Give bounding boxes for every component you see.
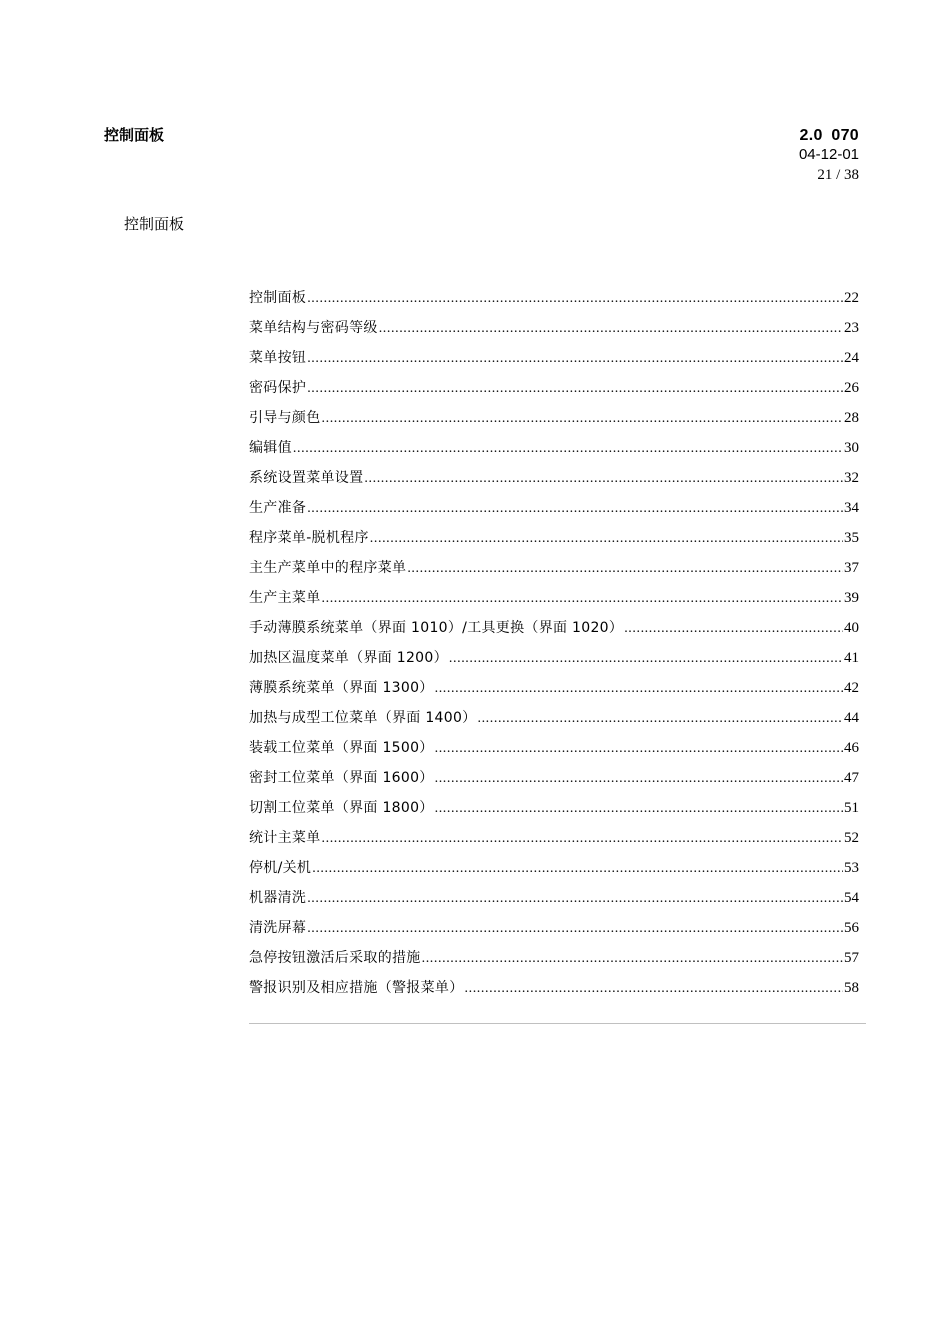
toc-dot-leader	[435, 769, 843, 789]
section-title: 控制面板	[124, 215, 185, 233]
toc-entry-label: 菜单结构与密码等级	[249, 320, 378, 336]
toc-entry[interactable]	[249, 708, 859, 738]
toc-dot-leader	[407, 559, 843, 579]
toc-entry-page: 56	[844, 920, 859, 936]
toc-entry-label: 密码保护	[249, 380, 307, 396]
toc-entry[interactable]	[249, 678, 859, 708]
toc-entry-page: 58	[844, 980, 859, 996]
document-number: 2.0 070	[799, 127, 859, 144]
toc-entry[interactable]	[249, 558, 859, 588]
toc-entry[interactable]	[249, 498, 859, 528]
toc-dot-leader	[322, 589, 844, 609]
toc-entry-label: 清洗屏幕	[249, 920, 307, 936]
toc-entry-label: 加热与成型工位菜单（界面 1400）	[249, 710, 477, 726]
toc-entry-page: 23	[844, 320, 859, 336]
toc-entry-label: 生产准备	[249, 500, 307, 516]
toc-dot-leader	[307, 379, 843, 399]
toc-entry-label: 程序菜单-脱机程序	[249, 530, 369, 546]
toc-dot-leader	[307, 349, 843, 369]
toc-dot-leader	[477, 709, 843, 729]
toc-entry-page: 44	[844, 710, 859, 726]
toc-dot-leader	[322, 829, 844, 849]
toc-entry-label: 加热区温度菜单（界面 1200）	[249, 650, 448, 666]
toc-dot-leader	[293, 439, 843, 459]
toc-entry[interactable]	[249, 528, 859, 558]
toc-entry-label: 编辑值	[249, 440, 292, 456]
toc-entry-page: 53	[844, 860, 859, 876]
toc-entry-page: 40	[844, 620, 859, 636]
divider	[249, 1023, 866, 1024]
toc-entry[interactable]	[249, 888, 859, 918]
toc-entry-label: 装载工位菜单（界面 1500）	[249, 740, 434, 756]
toc-entry-label: 薄膜系统菜单（界面 1300）	[249, 680, 434, 696]
toc-dot-leader	[307, 289, 843, 309]
toc-entry-page: 54	[844, 890, 859, 906]
toc-entry-page: 57	[844, 950, 859, 966]
toc-dot-leader	[422, 949, 843, 969]
toc-entry-label: 手动薄膜系统菜单（界面 1010）/工具更换（界面 1020）	[249, 620, 624, 636]
toc-entry[interactable]	[249, 618, 859, 648]
toc-entry[interactable]	[249, 798, 859, 828]
toc-entry-label: 引导与颜色	[249, 410, 321, 426]
toc-entry-page: 39	[844, 590, 859, 606]
toc-dot-leader	[435, 679, 843, 699]
toc-dot-leader	[312, 859, 843, 879]
toc-entry[interactable]	[249, 858, 859, 888]
toc-entry[interactable]	[249, 948, 859, 978]
toc-entry[interactable]	[249, 408, 859, 438]
header-meta	[799, 126, 859, 184]
toc-dot-leader	[465, 979, 844, 999]
page-number: 21 / 38	[817, 167, 859, 183]
toc-entry[interactable]	[249, 438, 859, 468]
toc-entry-label: 主生产菜单中的程序菜单	[249, 560, 407, 576]
toc-entry-label: 统计主菜单	[249, 830, 321, 846]
toc-entry-page: 41	[844, 650, 859, 666]
toc-entry-page: 34	[844, 500, 859, 516]
toc-entry[interactable]	[249, 768, 859, 798]
toc-entry-page: 28	[844, 410, 859, 426]
toc-entry-label: 停机/关机	[249, 860, 312, 876]
toc-entry-label: 密封工位菜单（界面 1600）	[249, 770, 434, 786]
table-of-contents	[249, 288, 859, 1008]
toc-dot-leader	[364, 469, 843, 489]
toc-entry-page: 22	[844, 290, 859, 306]
toc-entry[interactable]	[249, 738, 859, 768]
toc-entry[interactable]	[249, 288, 859, 318]
toc-dot-leader	[370, 529, 843, 549]
toc-entry-page: 46	[844, 740, 859, 756]
toc-entry-page: 30	[844, 440, 859, 456]
toc-entry-page: 32	[844, 470, 859, 486]
toc-entry[interactable]	[249, 378, 859, 408]
toc-entry-page: 47	[844, 770, 859, 786]
toc-dot-leader	[449, 649, 843, 669]
toc-entry-label: 控制面板	[249, 290, 307, 306]
header-title: 控制面板	[104, 126, 165, 144]
toc-entry-label: 警报识别及相应措施（警报菜单）	[249, 980, 464, 996]
toc-entry[interactable]	[249, 648, 859, 678]
toc-entry-page: 51	[844, 800, 859, 816]
toc-entry-page: 26	[844, 380, 859, 396]
toc-entry-page: 37	[844, 560, 859, 576]
toc-entry[interactable]	[249, 468, 859, 498]
toc-entry-page: 24	[844, 350, 859, 366]
toc-entry-page: 52	[844, 830, 859, 846]
toc-entry-label: 急停按钮激活后采取的措施	[249, 950, 421, 966]
document-date: 04-12-01	[798, 146, 859, 163]
toc-entry-label: 菜单按钮	[249, 350, 307, 366]
toc-dot-leader	[307, 919, 843, 939]
toc-entry[interactable]	[249, 828, 859, 858]
toc-entry[interactable]	[249, 348, 859, 378]
toc-entry[interactable]	[249, 318, 859, 348]
toc-dot-leader	[624, 619, 843, 639]
toc-dot-leader	[307, 889, 843, 909]
toc-entry-page: 35	[844, 530, 859, 546]
toc-entry[interactable]	[249, 918, 859, 948]
toc-entry-label: 生产主菜单	[249, 590, 321, 606]
toc-dot-leader	[379, 319, 843, 339]
toc-entry-label: 机器清洗	[249, 890, 307, 906]
toc-entry[interactable]	[249, 978, 859, 1008]
toc-entry-label: 切割工位菜单（界面 1800）	[249, 800, 434, 816]
toc-entry-label: 系统设置菜单设置	[249, 470, 364, 486]
toc-dot-leader	[435, 799, 843, 819]
toc-dot-leader	[307, 499, 843, 519]
toc-entry[interactable]	[249, 588, 859, 618]
toc-entry-page: 42	[844, 680, 859, 696]
toc-dot-leader	[322, 409, 844, 429]
toc-dot-leader	[435, 739, 843, 759]
